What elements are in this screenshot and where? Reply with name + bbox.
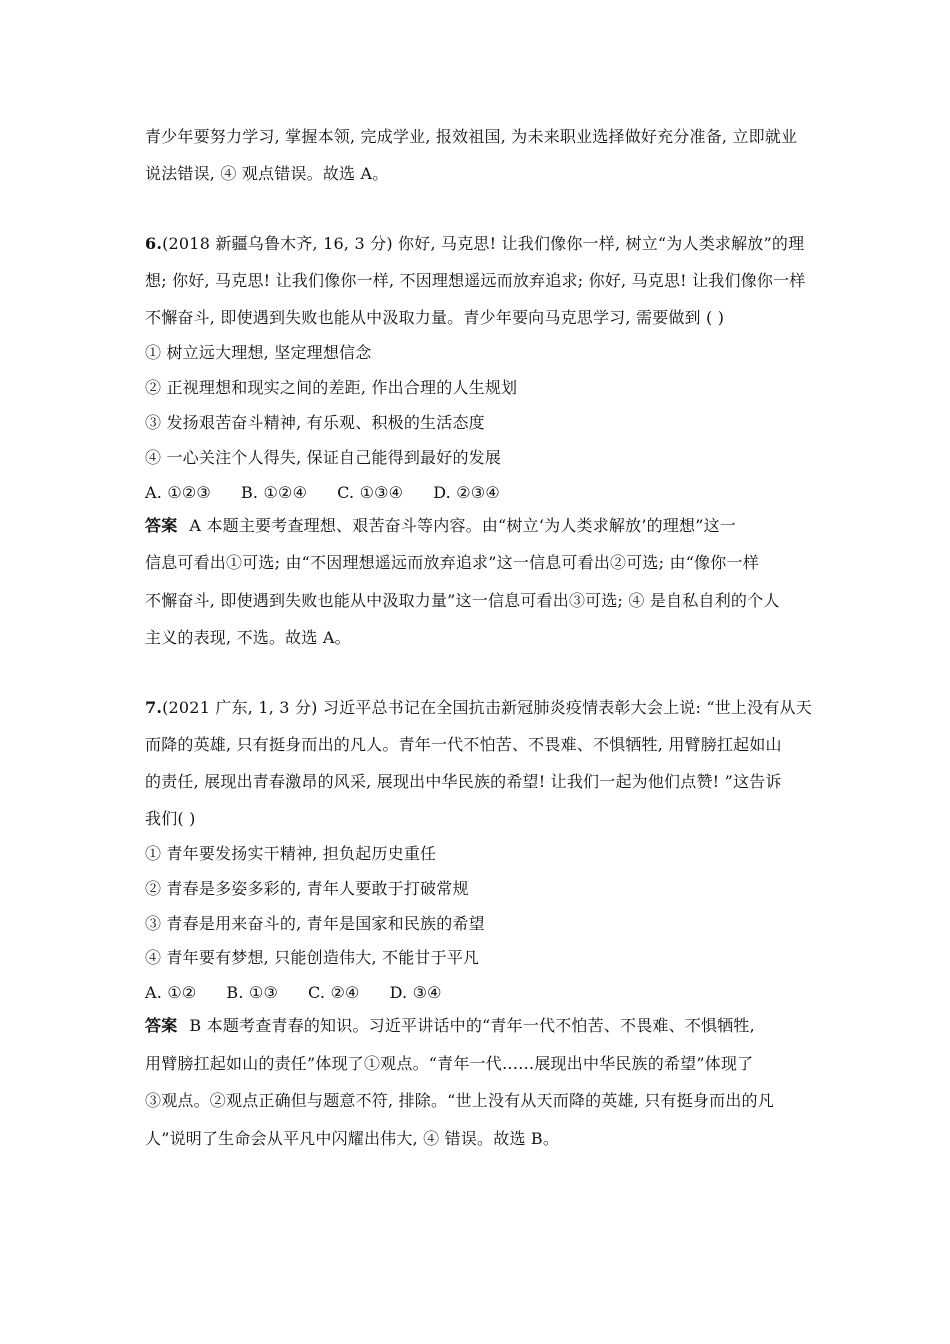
- statement: ① 树立远大理想, 坚定理想信念: [145, 343, 372, 362]
- answer-line: A 本题主要考查理想、艰苦奋斗等内容。由“树立‘为人类求解放’的理想”这一: [189, 516, 736, 535]
- answer-line: B 本题考查青春的知识。习近平讲话中的“青年一代不怕苦、不畏难、不惧牺牲,: [189, 1016, 755, 1035]
- stem-line: 我们( ): [145, 809, 196, 828]
- option-b: B. ①②④: [240, 483, 308, 502]
- statement: ④ 一心关注个人得失, 保证自己能得到最好的发展: [145, 448, 502, 467]
- answer-line: ③观点。②观点正确但与题意不符, 排除。“世上没有从天而降的英雄, 只有挺身而出的凡: [145, 1091, 774, 1110]
- statement: ① 青年要发扬实干精神, 担负起历史重任: [145, 844, 437, 863]
- option-d: D. ②③④: [433, 483, 500, 502]
- option-a: A. ①②: [145, 983, 197, 1002]
- statement: ② 青春是多姿多彩的, 青年人要敢于打破常规: [145, 879, 469, 898]
- answer-line: 信息可看出①可选; 由“不因理想遥远而放弃追求”这一信息可看出②可选; 由“像你一样: [145, 553, 759, 572]
- answer-line: 人”说明了生命会从平凡中闪耀出伟大, ④ 错误。故选 B。: [145, 1129, 560, 1148]
- answer-6: [145, 515, 736, 537]
- answer-line: 不懈奋斗, 即使遇到失败也能从中汲取力量”这一信息可看出③可选; ④ 是自私自利的个人: [145, 591, 780, 610]
- options-row: [145, 482, 530, 504]
- option-c: C. ②④: [308, 983, 360, 1002]
- statement: ③ 发扬艰苦奋斗精神, 有乐观、积极的生活态度: [145, 413, 485, 432]
- intro-line: 说法错误, ④ 观点错误。故选 A。: [145, 164, 389, 183]
- stem-line: (2021 广东, 1, 3 分) 习近平总书记在全国抗击新冠肺炎疫情表彰大会上说: “世上没有从天: [162, 698, 812, 717]
- answer-label: 答案: [145, 516, 178, 535]
- option-b: B. ①③: [226, 983, 279, 1002]
- option-c: C. ①③④: [337, 483, 404, 502]
- answer-label: 答案: [145, 1016, 178, 1035]
- answer-line: 用臂膀扛起如山的责任”体现了①观点。“青年一代……展现出中华民族的希望”体现了: [145, 1054, 754, 1073]
- stem-line: 而降的英雄, 只有挺身而出的凡人。青年一代不怕苦、不畏难、不惧牺牲, 用臂膀扛起如山: [145, 735, 782, 754]
- option-a: A. ①②③: [145, 483, 211, 502]
- question-number: 6.: [145, 234, 163, 253]
- options-row: [145, 982, 472, 1004]
- question-6-stem: [145, 233, 804, 255]
- stem-line: 想; 你好, 马克思! 让我们像你一样, 不因理想遥远而放弃追求; 你好, 马克思! 让我们像你一样: [145, 271, 806, 290]
- intro-line: 青少年要努力学习, 掌握本领, 完成学业, 报效祖国, 为未来职业选择做好充分准备, 立即就业: [145, 127, 798, 146]
- statement: ④ 青年要有梦想, 只能创造伟大, 不能甘于平凡: [145, 948, 480, 967]
- stem-line: (2018 新疆乌鲁木齐, 16, 3 分) 你好, 马克思! 让我们像你一样, 树立“为人类求解放”的理: [162, 234, 805, 253]
- question-number: 7.: [145, 698, 163, 717]
- stem-line: 的责任, 展现出青春激昂的风采, 展现出中华民族的希望! 让我们一起为他们点赞! ”这告诉: [145, 772, 782, 791]
- statement: ③ 青春是用来奋斗的, 青年是国家和民族的希望: [145, 914, 485, 933]
- statement: ② 正视理想和现实之间的差距, 作出合理的人生规划: [145, 378, 518, 397]
- answer-7: [145, 1015, 755, 1037]
- answer-line: 主义的表现, 不选。故选 A。: [145, 628, 351, 647]
- stem-line: 不懈奋斗, 即使遇到失败也能从中汲取力量。青少年要向马克思学习, 需要做到 ( ): [145, 308, 725, 327]
- option-d: D. ③④: [389, 983, 442, 1002]
- question-7-stem: [145, 697, 812, 719]
